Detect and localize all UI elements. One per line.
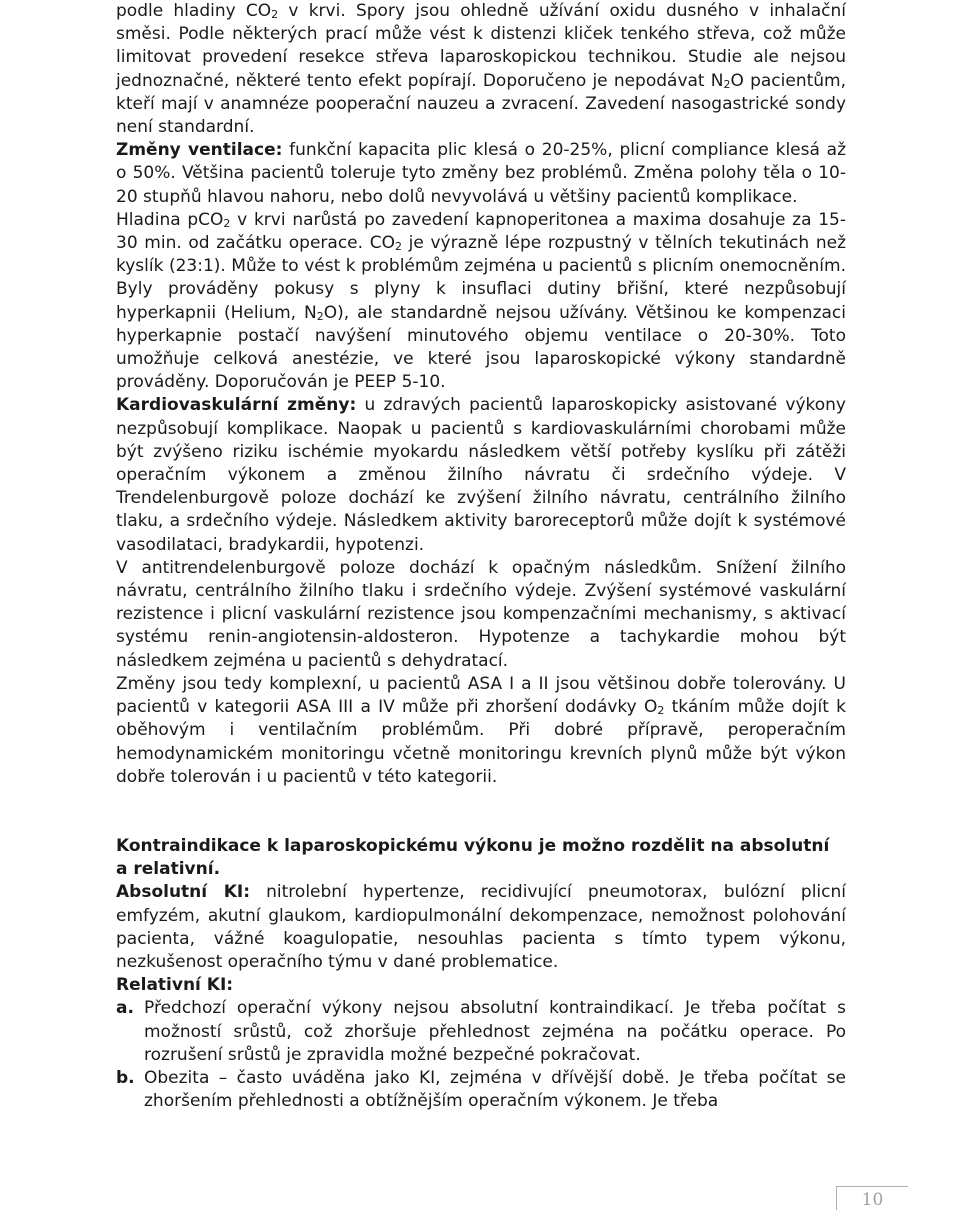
- subscript: 2: [394, 240, 402, 254]
- text-span: podle hladiny CO: [116, 1, 272, 21]
- list-item-text: Obezita – často uváděna jako KI, zejména v dřívější době. Je třeba počítat se zhoršením přehlednosti a obtížnějším operačním výkonem. Je třeba: [144, 1067, 846, 1112]
- subscript: 2: [723, 77, 731, 91]
- text-span: v krvi narůstá po zavedení kapnoperitonea a maxima dosahuje za 15-30 min. od začátku operace. CO: [116, 209, 847, 254]
- subscript: 2: [657, 704, 665, 718]
- text-span: O), ale standardně nejsou užívány. Většinou ke kompenzaci hyperkapnie postačí navýšení minutového objemu ventilace o 20-30%. Toto umožňuje celková anestézie, ve které jsou laparoskopické výkony standardně prováděny. Doporučován je PEEP 5-10.: [116, 302, 846, 393]
- text-span: funkční kapacita plic klesá o 20-25%, plicní compliance klesá až o 50%. Většina pacientů toleruje tyto změny bez problémů. Změna polohy těla o 10-20 stupňů hlavou nahoru, nebo dolů nevyvolává u většiny pacientů komplikace.: [116, 140, 847, 207]
- list-item-text: Předchozí operační výkony nejsou absolutní kontraindikací. Je třeba počítat s možností srůstů, což zhoršuje přehlednost zejména na počátku operace. Po rozrušení srůstů je zpravidla možné bezpečné pokračovat.: [144, 998, 846, 1065]
- text-span: tkáním může dojít k oběhovým i ventilačním problémům. Při dobré přípravě, peroperačním hemodynamickém monitoringu včetně monitoringu krevních plynů může být výkon dobře tolerován i u pacientů v této kategorii.: [116, 697, 846, 787]
- page-number: 10: [836, 1186, 908, 1210]
- contraindications-heading: Kontraindikace k laparoskopickému výkonu je možno rozdělit na absolutní a relativní.: [116, 835, 830, 880]
- absolute-ki-label: Absolutní KI:: [116, 882, 251, 903]
- document-page: [116, 0, 846, 1113]
- list-item: [116, 1067, 846, 1113]
- paragraph-ventilation-changes: [116, 139, 846, 209]
- section-label-cardiovascular: Kardiovaskulární změny:: [116, 395, 357, 416]
- paragraph-anesthesia-gases: [116, 0, 846, 139]
- paragraph-antitrendelenburg: V antitrendelenburgově poloze dochází k opačným následkům. Snížení žilního návratu, centrálního žilního tlaku i srdečního výdeje. Zvýšení systémové vaskulární rezistence i plicní vaskulární rezistence jsou kompenzačními mechanismy, s aktivací systému renin-angiotensin-aldosteron. Hypotenze a tachykardie mohou být následkem zejména u pacientů s dehydratací.: [116, 557, 846, 671]
- subscript: 2: [316, 309, 324, 323]
- text-span: Změny jsou tedy komplexní, u pacientů ASA I a II jsou většinou dobře tolerovány. U pacientů v kategorii ASA III a IV může při zhoršení dodávky O: [116, 673, 846, 718]
- section-gap: [116, 789, 846, 835]
- section-label-ventilation: Změny ventilace:: [116, 140, 283, 161]
- relative-ki-label: Relativní KI:: [116, 975, 234, 996]
- text-span: u zdravých pacientů laparoskopicky asistované výkony nezpůsobují komplikace. Naopak u pacientů s kardiovaskulárními chorobami může být zvýšeno riziku ischémie myokardu následkem větší potřeby kyslíku při zátěži operačním výkonem a změnou žilního návratu či srdečního výdeje. V Trendelenburgově poloze dochází ke zvýšení žilního návratu, centrálního žilního tlaku, a srdečního výdeje. Následkem aktivity baroreceptorů může dojít k systémové vasodilataci, bradykardii, hypotenzi.: [116, 395, 846, 555]
- paragraph-asa-tolerance: [116, 673, 846, 789]
- text-span: v krvi. Spory jsou ohledně užívání oxidu dusného v inhalační směsi. Podle některých prací může vést k distenzi kliček tenkého střeva, což může limitovat provedení resekce střeva laparoskopickou technikou. Studie ale nejsou jednoznačné, některé tento efekt popírají. Doporučeno je nepodávat N: [116, 1, 846, 91]
- text-span: je výrazně lépe rozpustný v tělních tekutinách než kyslík (23:1). Může to vést k problémům zejména u pacientů s plicním onemocněním. Byly prováděny pokusy s plyny k insuflaci dutiny břišní, které nezpůsobují hyperkapnii (Helium, N: [116, 233, 846, 323]
- list-marker: a.: [116, 998, 134, 1019]
- subscript: 2: [223, 216, 231, 230]
- subscript: 2: [271, 8, 279, 21]
- paragraph-cardiovascular-changes: [116, 394, 846, 556]
- text-span: nitrolební hypertenze, recidivující pneumotorax, bulózní plicní emfyzém, akutní glaukom, kardiopulmonální dekompenzace, nemožnost polohování pacienta, vážné koagulopatie, nesouhlas pacienta s tímto typem výkonu, nezkušenost operačního týmu v dané problematice.: [116, 882, 846, 972]
- text-span: O pacientům, kteří mají v anamnéze pooperační nauzeu a zvracení. Zavedení nasogastrické sondy není standardní.: [116, 70, 847, 138]
- list-marker: b.: [116, 1067, 135, 1088]
- paragraph-absolute-ki: [116, 881, 846, 974]
- text-span: Hladina pCO: [116, 209, 224, 230]
- paragraph-pco2: [116, 209, 846, 395]
- list-item: [116, 997, 846, 1067]
